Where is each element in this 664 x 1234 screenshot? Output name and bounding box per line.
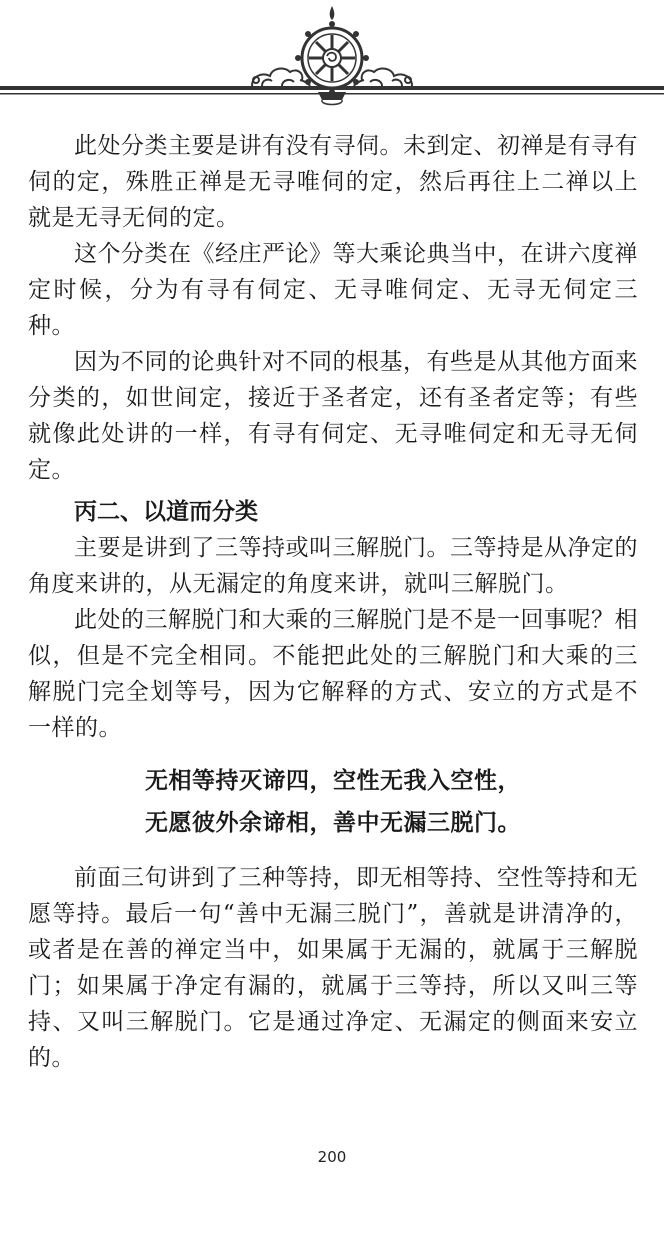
section-heading: 丙二、以道而分类 [74,499,258,525]
verse-line: 无相等持灭谛四，空性无我入空性， [145,768,521,794]
body-paragraph: 主要是讲到了三等持或叫三解脱门。三等持是从净定的角度来讲的，从无漏定的角度来讲，就叫三解脱门。 [28,535,638,597]
header-ornament [0,0,664,112]
verse-block [28,760,638,844]
cloud-scroll-right-icon [354,69,412,86]
body-paragraph: 因为不同的论典针对不同的根基，有些是从其他方面来分类的，如世间定，接近于圣者定，还有圣者定等；有些就像此处讲的一样，有寻有伺定、无寻唯伺定和无寻无伺定。 [28,349,638,483]
body-paragraph: 这个分类在《经庄严论》等大乘论典当中，在讲六度禅定时候，分为有寻有伺定、无寻唯伺定、无寻无伺定三种。 [28,241,638,339]
page-body [28,128,638,1076]
page-header [0,0,664,112]
body-paragraph: 此处的三解脱门和大乘的三解脱门是不是一回事呢？相似，但是不完全相同。不能把此处的三解脱门和大乘的三解脱门完全划等号，因为它解释的方式、安立的方式是不一样的。 [28,607,638,741]
verse-line: 无愿彼外余谛相，善中无漏三脱门。 [145,810,521,836]
cloud-scroll-left-icon [252,69,310,86]
page-number: 200 [317,1148,347,1166]
body-paragraph: 此处分类主要是讲有没有寻伺。未到定、初禅是有寻有伺的定，殊胜正禅是无寻唯伺的定，然后再往上二禅以上就是无寻无伺的定。 [28,133,638,231]
body-paragraph: 前面三句讲到了三种等持，即无相等持、空性等持和无愿等持。最后一句“善中无漏三脱门”，善就是讲清净的，或者是在善的禅定当中，如果属于无漏的，就属于三解脱门；如果属于净定有漏的，就属于三等持，所以又叫三等持、又叫三解脱门。它是通过净定、无漏定的侧面来安立的。 [28,865,638,1071]
